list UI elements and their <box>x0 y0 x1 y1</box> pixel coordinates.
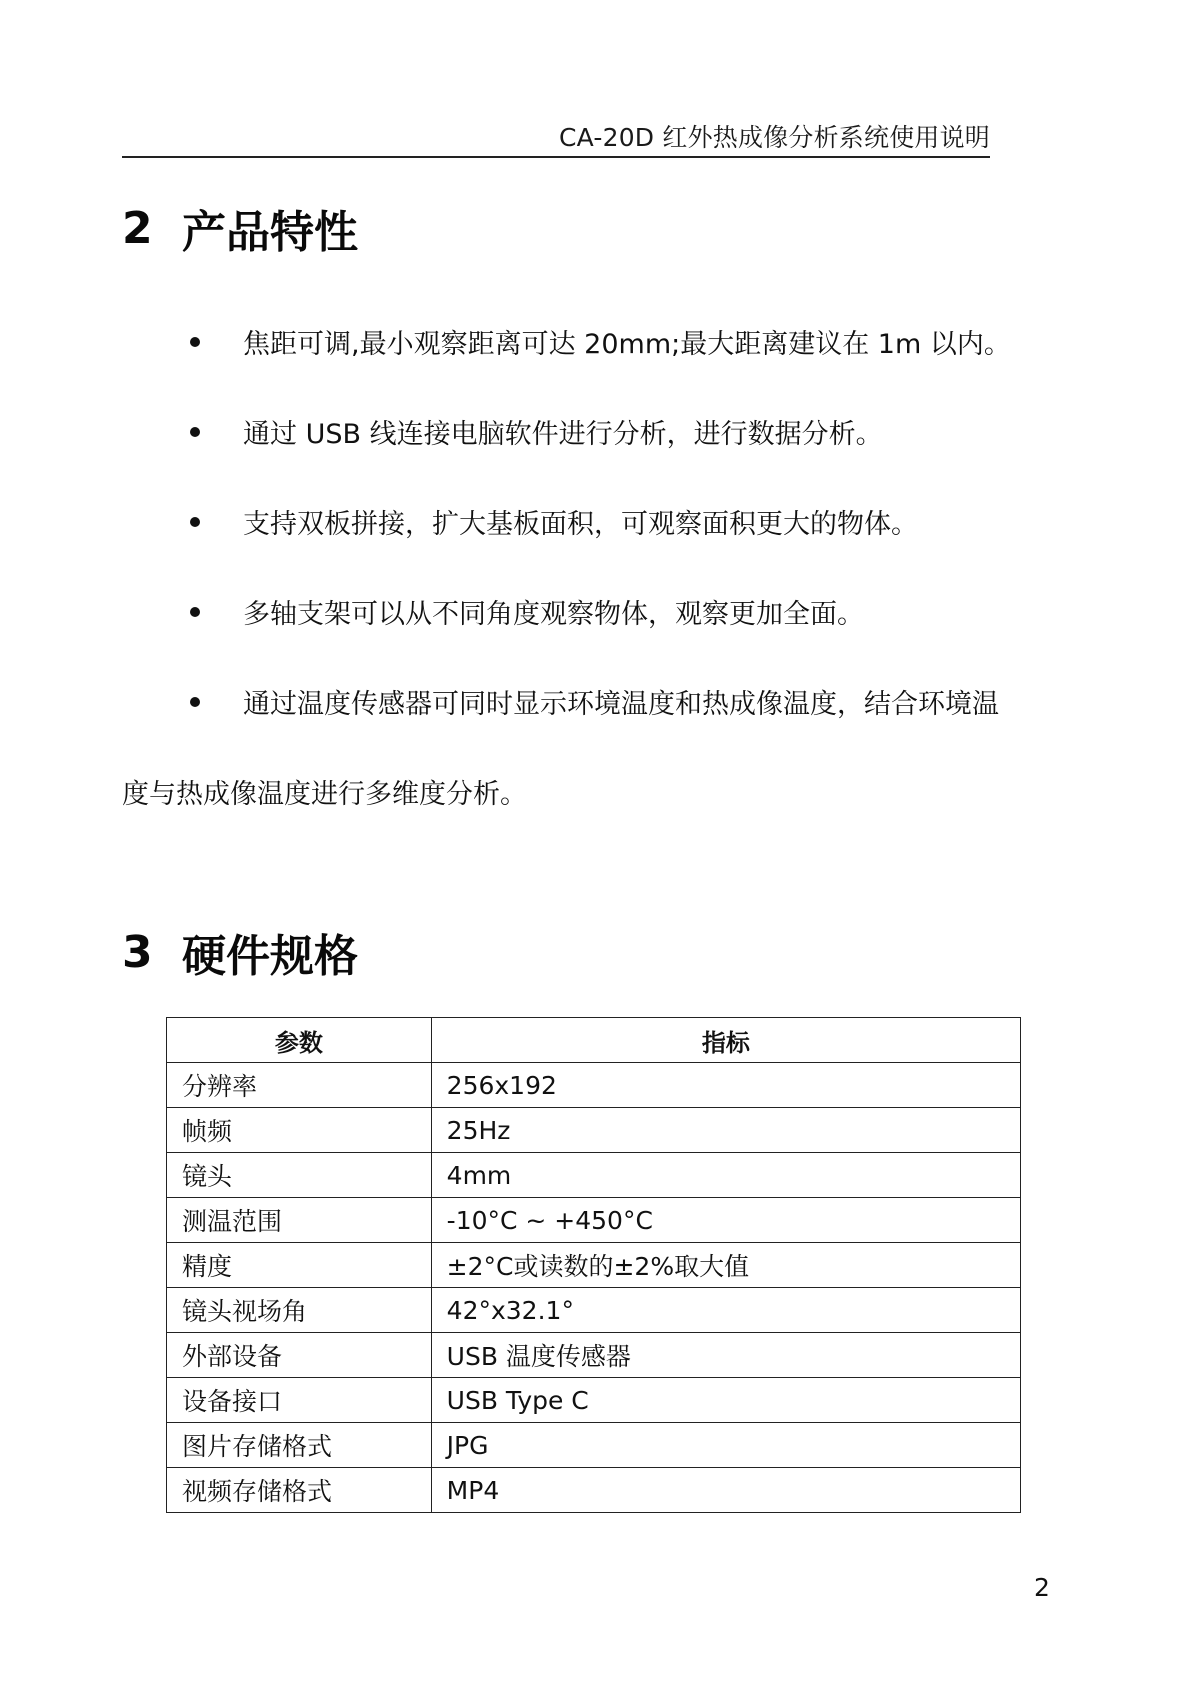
table-row <box>167 1288 1021 1333</box>
value-cell: 256x192 <box>431 1063 1020 1108</box>
section-number: 3 <box>122 926 153 978</box>
value-cell: 4mm <box>431 1153 1020 1198</box>
section-heading-product-features <box>122 196 358 260</box>
list-item-text: 多轴支架可以从不同角度观察物体，观察更加全面。 <box>243 599 864 630</box>
param-cell: 图片存储格式 <box>167 1423 432 1468</box>
value-cell: ±2°C或读数的±2%取大值 <box>431 1243 1020 1288</box>
section-title: 产品特性 <box>182 207 358 258</box>
list-item-text: 通过 USB 线连接电脑软件进行分析，进行数据分析。 <box>243 419 883 450</box>
param-cell: 设备接口 <box>167 1378 432 1423</box>
page-header <box>122 112 990 158</box>
table-row <box>167 1423 1021 1468</box>
value-cell: MP4 <box>431 1468 1020 1513</box>
param-cell: 视频存储格式 <box>167 1468 432 1513</box>
param-cell: 外部设备 <box>167 1333 432 1378</box>
value-cell: JPG <box>431 1423 1020 1468</box>
list-item-text: 支持双板拼接，扩大基板面积，可观察面积更大的物体。 <box>243 509 918 540</box>
section-number: 2 <box>122 202 153 254</box>
bullet-icon <box>190 427 200 437</box>
value-cell: 42°x32.1° <box>431 1288 1020 1333</box>
bullet-icon <box>190 607 200 617</box>
value-cell: USB Type C <box>431 1378 1020 1423</box>
value-cell: USB 温度传感器 <box>431 1333 1020 1378</box>
value-cell: 25Hz <box>431 1108 1020 1153</box>
param-cell: 帧频 <box>167 1108 432 1153</box>
spec-table <box>166 1017 1021 1513</box>
bullet-icon <box>190 517 200 527</box>
table-row <box>167 1153 1021 1198</box>
value-cell: -10°C ~ +450°C <box>431 1198 1020 1243</box>
list-item-continuation: 度与热成像温度进行多维度分析。 <box>122 779 527 810</box>
bullet-icon <box>190 337 200 347</box>
param-cell: 分辨率 <box>167 1063 432 1108</box>
table-row <box>167 1468 1021 1513</box>
param-cell: 精度 <box>167 1243 432 1288</box>
section-heading-hardware-specs <box>122 920 358 984</box>
table-row <box>167 1198 1021 1243</box>
table-row <box>167 1378 1021 1423</box>
table-row <box>167 1333 1021 1378</box>
list-item <box>190 412 883 451</box>
param-cell: 测温范围 <box>167 1198 432 1243</box>
table-row <box>167 1243 1021 1288</box>
list-item-text: 通过温度传感器可同时显示环境温度和热成像温度，结合环境温 <box>243 689 999 720</box>
list-item-text: 焦距可调,最小观察距离可达 20mm;最大距离建议在 1m 以内。 <box>243 329 1011 360</box>
bullet-icon <box>190 697 200 707</box>
table-row <box>167 1108 1021 1153</box>
list-item <box>190 502 918 541</box>
list-item <box>190 322 1011 361</box>
table-row <box>167 1063 1021 1108</box>
document-title: CA-20D 红外热成像分析系统使用说明 <box>558 123 990 152</box>
table-header-row <box>167 1018 1021 1063</box>
column-header-parameter: 参数 <box>167 1018 432 1063</box>
page-number: 2 <box>1034 1573 1050 1602</box>
section-title: 硬件规格 <box>182 931 358 982</box>
list-item <box>190 682 999 721</box>
column-header-spec: 指标 <box>431 1018 1020 1063</box>
param-cell: 镜头视场角 <box>167 1288 432 1333</box>
param-cell: 镜头 <box>167 1153 432 1198</box>
list-item <box>190 592 864 631</box>
